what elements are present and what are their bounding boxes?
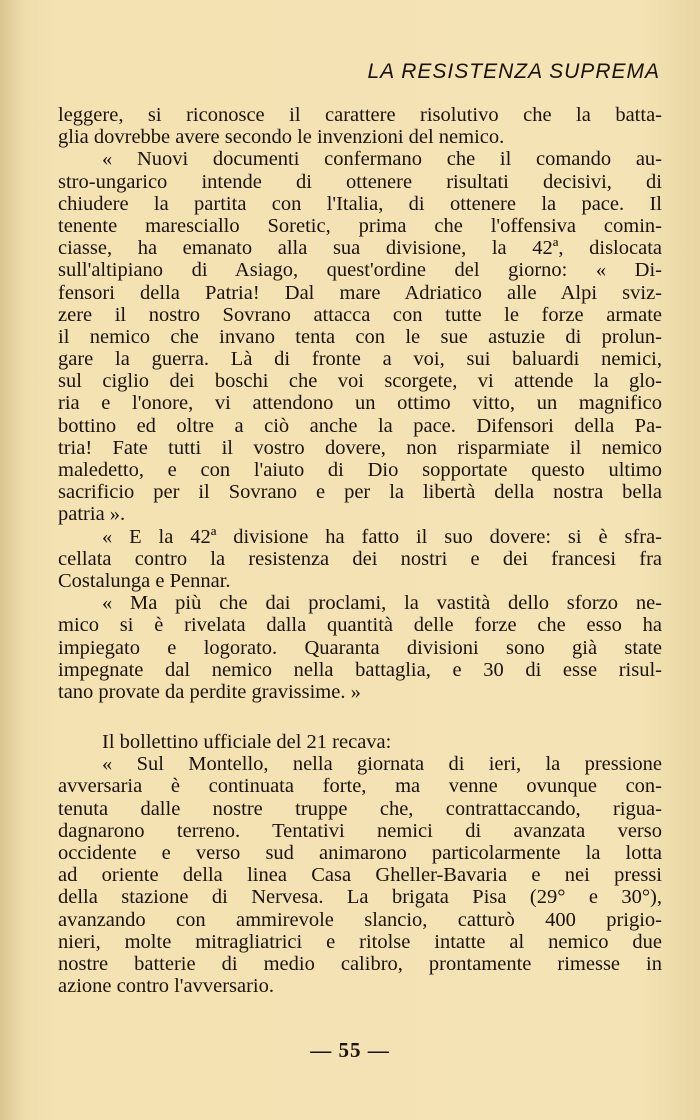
text-line: « Sul Montello, nella giornata di ieri, la pressione: [102, 753, 662, 776]
text-line: mico si è rivelata dalla quantità delle forze che esso ha: [58, 614, 662, 637]
text-line: patria ».: [58, 503, 126, 526]
text-line: avanzando con ammirevole slancio, catturò 400 prigio-: [58, 908, 662, 931]
text-line: nieri, molte mitragliatrici e ritolse intatte al nemico due: [58, 930, 662, 953]
body-text: [58, 104, 662, 997]
text-line: dagnarono terreno. Tentativi nemici di avanzata verso: [58, 819, 662, 842]
text-line: ad oriente della linea Casa Gheller-Bavaria e nei pressi: [58, 864, 662, 887]
text-line: tenente maresciallo Soretic, prima che l'offensiva comin-: [58, 214, 662, 237]
page-number: — 55 —: [310, 1038, 390, 1062]
running-head: LA RESISTENZA SUPREMA: [367, 60, 660, 83]
text-line: « E la 42ª divisione ha fatto il suo dovere: si è sfra-: [102, 525, 662, 548]
text-line: Il bollettino ufficiale del 21 recava:: [102, 731, 392, 754]
text-line: glia dovrebbe avere secondo le invenzioni del nemico.: [58, 126, 505, 149]
text-line: « Ma più che dai proclami, la vastità dello sforzo ne-: [102, 592, 662, 615]
text-line: zere il nostro Sovrano attacca con tutte le forze armate: [58, 303, 662, 326]
text-line: sacrificio per il Sovrano e per la libertà della nostra bella: [58, 481, 662, 504]
text-line: cellata contro la resistenza dei nostri e dei francesi fra: [58, 547, 662, 570]
text-line: bottino ed oltre a ciò anche la pace. Difensori della Pa-: [58, 414, 662, 437]
text-line: occidente e verso sud animarono particolarmente la lotta: [58, 842, 662, 864]
text-line: ciasse, ha emanato alla sua divisione, la 42ª, dislocata: [58, 237, 662, 260]
text-line: sul ciglio dei boschi che voi scorgete, vi attende la glo-: [58, 370, 662, 393]
text-line: avversaria è continuata forte, ma venne ovunque con-: [58, 775, 662, 798]
text-line: il nemico che invano tenta con le sue astuzie di prolun-: [58, 325, 662, 348]
text-line: azione contro l'avversario.: [58, 975, 275, 998]
text-line: tano provate da perdite gravissime. »: [58, 680, 361, 703]
text-line: impegnate dal nemico nella battaglia, e 30 di esse risul-: [58, 658, 662, 681]
paragraph-gap: [58, 703, 662, 731]
text-line: nostre batterie di medio calibro, prontamente rimesse in: [58, 952, 662, 975]
text-line: leggere, si riconosce il carattere risolutivo che la batta-: [58, 104, 662, 126]
text-line: sull'altipiano di Asiago, quest'ordine del giorno: « Di-: [58, 259, 662, 282]
text-line: impiegato e logorato. Quaranta divisioni sono già state: [58, 636, 662, 659]
text-line: della stazione di Nervesa. La brigata Pisa (29° e 30°),: [58, 886, 662, 909]
text-line: chiudere la partita con l'Italia, di ottenere la pace. Il: [58, 192, 662, 215]
text-line: « Nuovi documenti confermano che il comando au-: [102, 148, 662, 171]
text-line: Costalunga e Pennar.: [58, 569, 231, 592]
text-line: ria e l'onore, vi attendono un ottimo vitto, un magnifico: [58, 392, 662, 415]
text-line: stro-ungarico intende di ottenere risultati decisivi, di: [58, 170, 662, 193]
text-line: gare la guerra. Là di fronte a voi, sui baluardi nemici,: [58, 348, 662, 371]
text-line: fensori della Patria! Dal mare Adriatico alle Alpi sviz-: [58, 281, 662, 304]
text-line: maledetto, e con l'aiuto di Dio sopportate questo ultimo: [58, 459, 662, 481]
text-line: tenuta dalle nostre truppe che, contrattaccando, rigua-: [58, 797, 662, 820]
text-line: tria! Fate tutti il vostro dovere, non risparmiate il nemico: [58, 436, 662, 459]
